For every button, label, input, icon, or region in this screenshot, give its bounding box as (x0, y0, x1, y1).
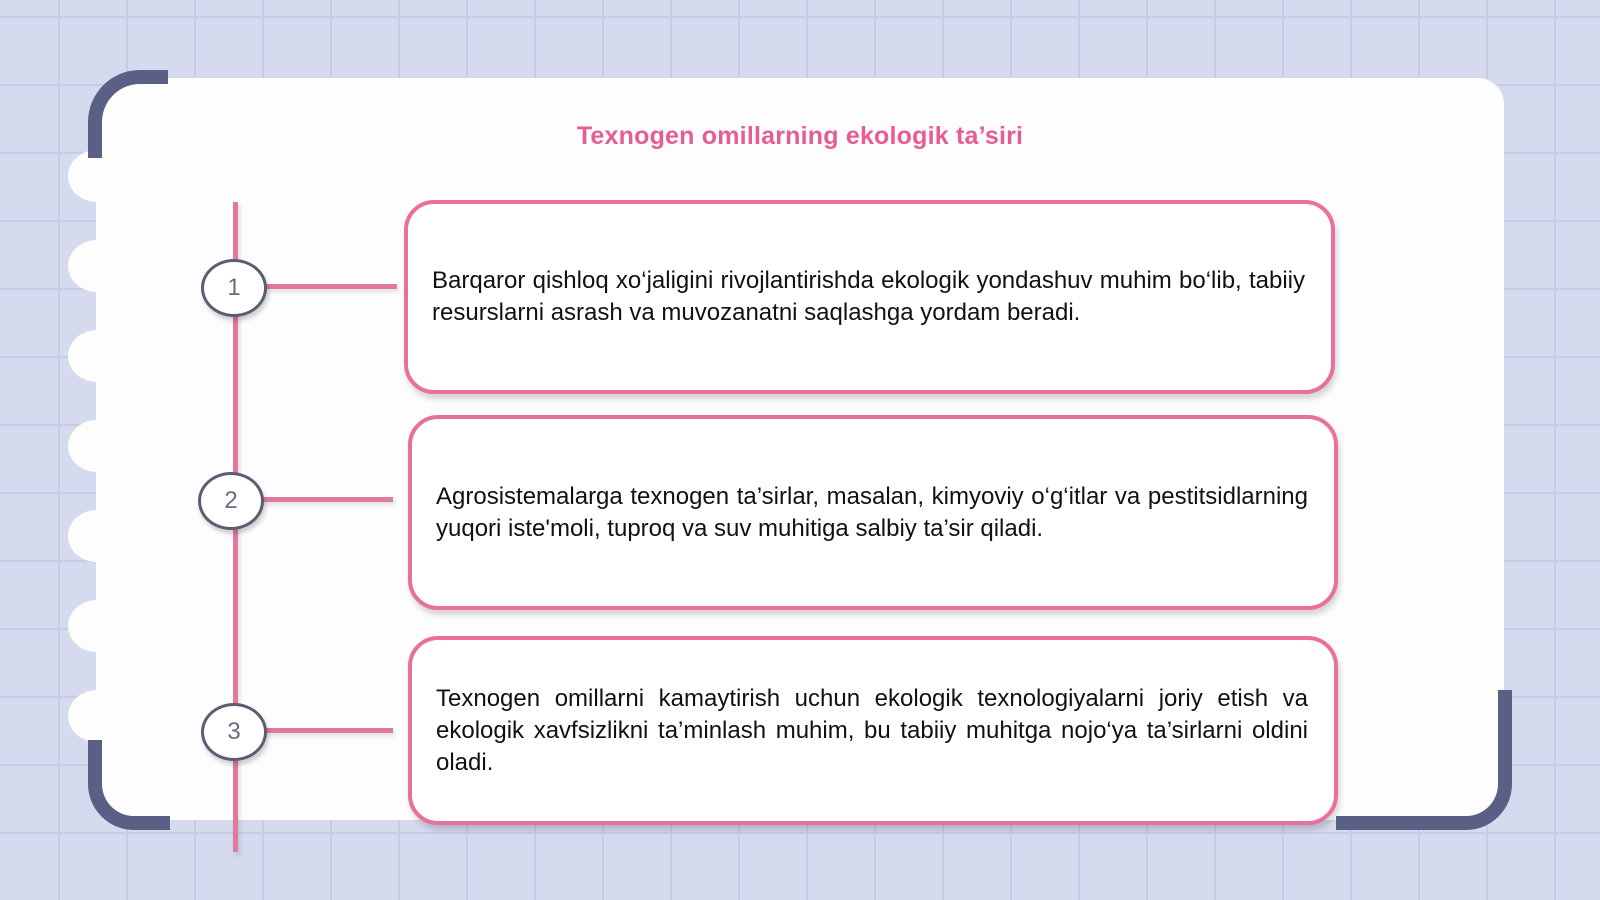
step-box-2 (408, 415, 1338, 610)
corner-bracket-bottom-right (1336, 690, 1512, 830)
step-number-1: 1 (201, 259, 267, 317)
notebook-bump (68, 420, 126, 472)
notebook-bump (68, 240, 126, 292)
step-box-1 (404, 200, 1335, 394)
timeline-connector-3 (262, 728, 393, 733)
step-number-2: 2 (198, 472, 264, 530)
timeline-connector-1 (262, 284, 397, 289)
corner-bracket-top-left (88, 70, 168, 158)
corner-bracket-bottom-left (88, 740, 170, 830)
step-text-3: Texnogen omillarni kamaytirish uchun ekologik texnologiyalarni joriy etish va ekologik xavfsizlikni ta’minlash muhim, bu tabiiy muhitga nojo‘ya ta’sirlarni oldini oladi. (436, 684, 1308, 776)
slide-title: Texnogen omillarning ekologik ta’siri (576, 122, 1024, 150)
notebook-bump (68, 600, 126, 652)
step-text-1: Barqaror qishloq xo‘jaligini rivojlantirishda ekologik yondashuv muhim bo‘lib, tabiiy resurslarni asrash va muvozanatni saqlashga yordam beradi. (432, 267, 1305, 326)
step-box-3 (408, 636, 1338, 825)
step-text-2: Agrosistemalarga texnogen ta’sirlar, masalan, kimyoviy o‘g‘itlar va pestitsidlarning yuqori iste'moli, tuproq va suv muhitiga salbiy ta’sir qiladi. (436, 482, 1308, 542)
step-number-3: 3 (201, 703, 267, 761)
notebook-bump (68, 690, 126, 742)
timeline-connector-2 (259, 497, 393, 502)
notebook-bump (68, 510, 126, 562)
notebook-bump (68, 330, 126, 382)
